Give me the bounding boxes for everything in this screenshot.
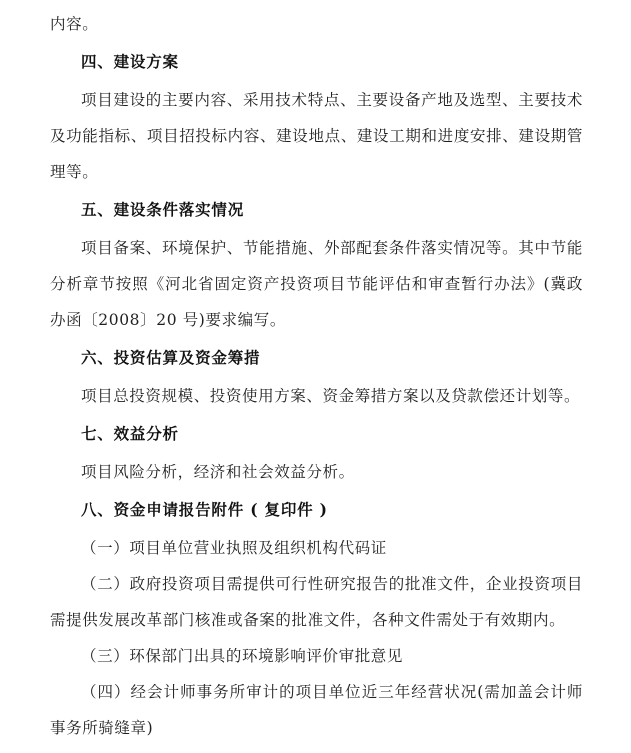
heading-section-six: 六、投资估算及资金筹措 [81,348,261,367]
paragraph-section-six: 项目总投资规模、投资使用方案、资金筹措方案以及贷款偿还计划等。 [81,387,581,405]
attachment-item-three: （三）环保部门出具的环境影响评价审批意见 [81,647,404,665]
attachment-item-one: （一）项目单位营业执照及组织机构代码证 [81,539,387,557]
paragraph-section-seven: 项目风险分析，经济和社会效益分析。 [81,463,355,481]
attachment-item-four: （四）经会计师事务所审计的项目单位近三年经营状况(需加盖会计师事务所骑缝章) [50,683,583,737]
heading-section-seven: 七、效益分析 [81,424,179,443]
attachment-item-two: （二）政府投资项目需提供可行性研究报告的批准文件，企业投资项目需提供发展改革部门核准或备案的批准文件，各种文件需处于有效期内。 [50,575,583,629]
paragraph-continued: 内容。 [50,15,99,33]
heading-section-four: 四、建设方案 [81,52,179,71]
heading-section-eight: 八、资金申请报告附件 ( 复印件 ) [81,500,328,519]
heading-section-five: 五、建设条件落实情况 [81,200,245,219]
paragraph-section-five: 项目备案、环境保护、节能措施、外部配套条件落实情况等。其中节能分析章节按照《河北省固定资产投资项目节能评估和审查暂行办法》(冀政办函〔2008〕20 号)要求编写。 [50,239,583,329]
paragraph-section-four: 项目建设的主要内容、采用技术特点、主要设备产地及选型、主要技术及功能指标、项目招投标内容、建设地点、建设工期和进度安排、建设期管理等。 [50,91,583,181]
